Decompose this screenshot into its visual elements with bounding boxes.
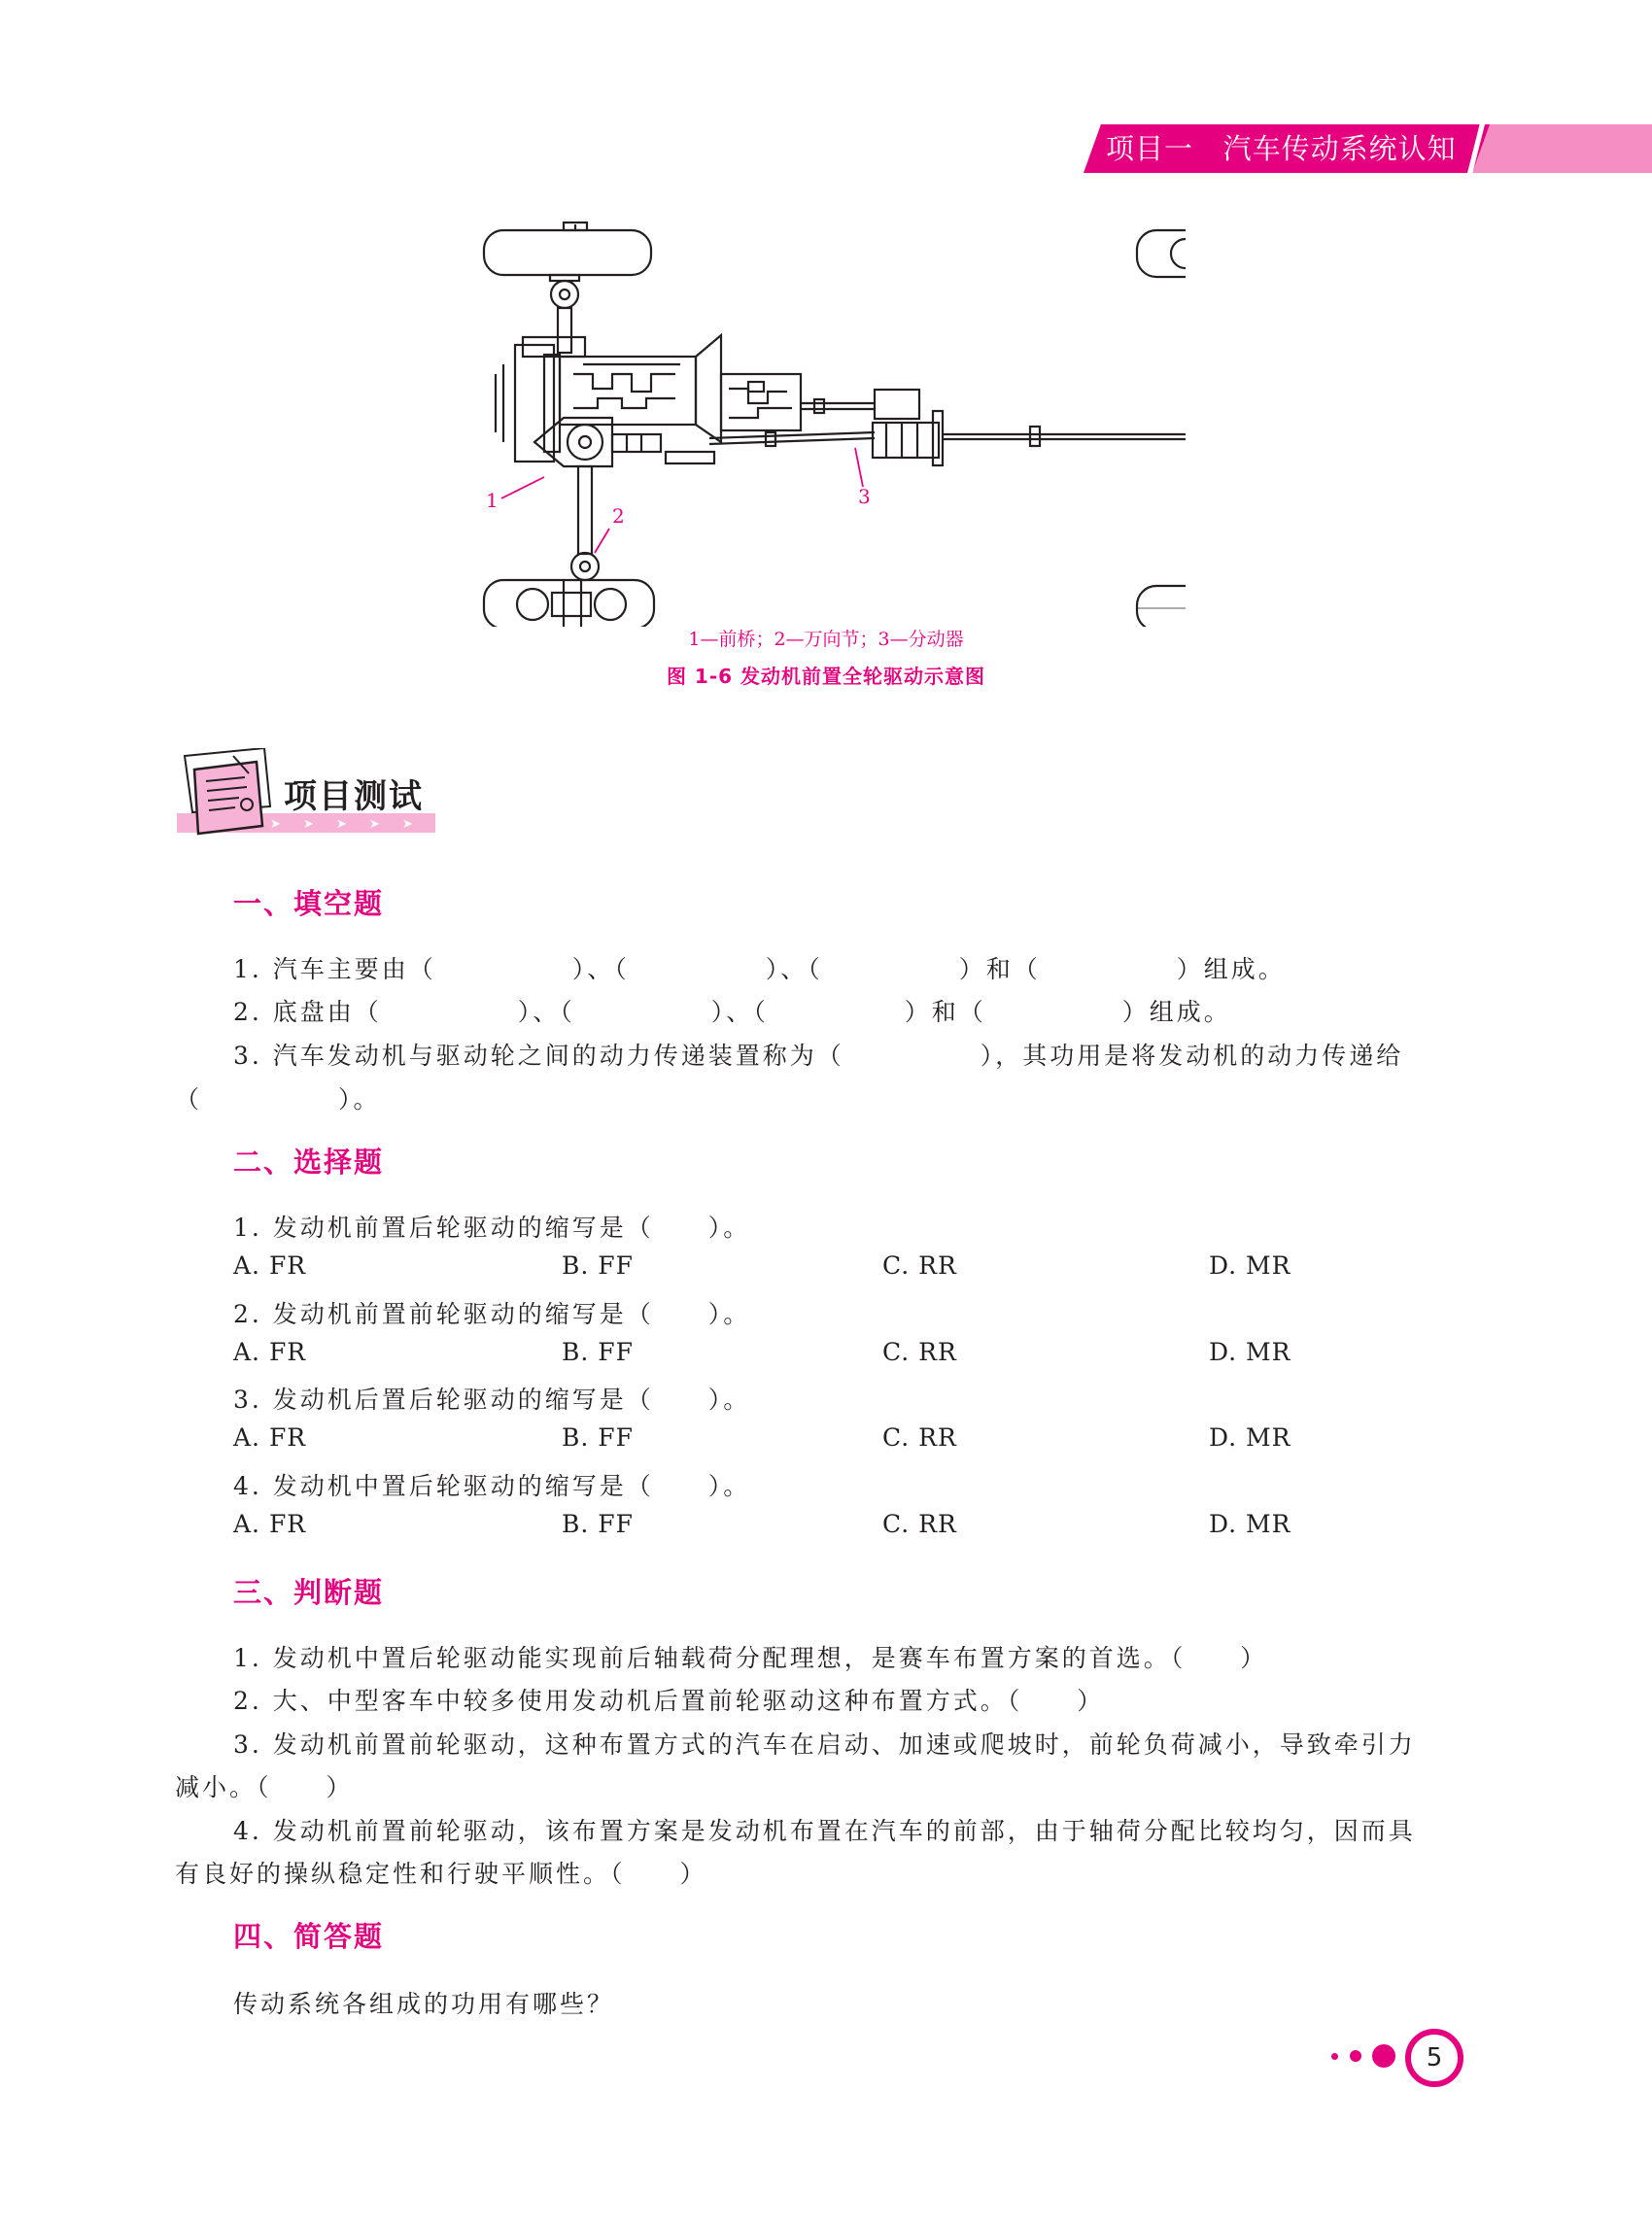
transfer-case xyxy=(873,423,939,458)
drivetrain-diagram xyxy=(466,219,1186,627)
arrow-icon: ➤ xyxy=(369,817,380,832)
choice-option: B. FF xyxy=(562,1251,634,1280)
choice-question-3: 3. 发动机后置后轮驱动的缩写是（ ）。 xyxy=(233,1386,751,1414)
fill-item-2: 2. 底盘由（ ）、（ ）、（ ）和（ ）组成。 xyxy=(233,998,1231,1026)
section-heading-choice: 二、选择题 xyxy=(233,1146,385,1179)
choice-option: B. FF xyxy=(562,1423,634,1452)
transfer-case-upper xyxy=(875,390,919,419)
choice-option: D. MR xyxy=(1209,1338,1291,1366)
arrow-icon: ➤ xyxy=(402,817,413,832)
choice-option: A. FR xyxy=(233,1338,307,1366)
fill-item-1: 1. 汽车主要由（ ）、（ ）、（ ）和（ ）组成。 xyxy=(233,955,1286,983)
callout-leader-1 xyxy=(501,477,544,498)
judge-item-3-cont: 减小。（ ） xyxy=(175,1773,354,1801)
arrow-icon: ➤ xyxy=(336,817,347,832)
fill-item-3-cont: （ ）。 xyxy=(175,1085,381,1113)
wheel-rear-right xyxy=(1137,586,1186,627)
figure-legend: 1—前桥；2—万向节；3—分动器 xyxy=(688,629,964,650)
callout-leader-2 xyxy=(595,529,609,553)
exam-paper-icon xyxy=(175,748,282,838)
short-answer-question: 传动系统各组成的功用有哪些？ xyxy=(233,1990,615,2018)
choice-option: C. RR xyxy=(882,1251,957,1280)
choice-question-2: 2. 发动机前置前轮驱动的缩写是（ ）。 xyxy=(233,1300,751,1328)
choice-option: D. MR xyxy=(1209,1423,1291,1452)
wheel-front-right xyxy=(484,580,654,627)
section-heading-fill-in: 一、填空题 xyxy=(233,887,385,920)
universal-joint xyxy=(571,553,599,580)
callout-3: 3 xyxy=(858,485,871,508)
project-test-title: 项目测试 xyxy=(284,777,424,816)
page-number: 5 xyxy=(1405,2029,1463,2087)
decor-dot xyxy=(1350,2050,1361,2062)
choice-option: C. RR xyxy=(882,1338,957,1366)
callout-1: 1 xyxy=(486,489,499,512)
choice-option: B. FF xyxy=(562,1338,634,1366)
decor-dot xyxy=(1331,2053,1338,2060)
front-axle-shaft xyxy=(578,466,592,554)
choice-question-1: 1. 发动机前置后轮驱动的缩写是（ ）。 xyxy=(233,1214,751,1242)
choice-option: A. FR xyxy=(233,1251,307,1280)
arrow-icon: ➤ xyxy=(270,817,281,832)
gearbox xyxy=(560,357,696,425)
callout-2: 2 xyxy=(612,504,625,528)
wheel-rear-left xyxy=(1137,230,1186,277)
figure-caption: 图 1-6 发动机前置全轮驱动示意图 xyxy=(666,665,986,688)
choice-option: C. RR xyxy=(882,1423,957,1452)
section-heading-short-answer: 四、简答题 xyxy=(233,1920,385,1953)
section-heading-judge: 三、判断题 xyxy=(233,1576,385,1609)
choice-option: D. MR xyxy=(1209,1251,1291,1280)
wheel-front-left xyxy=(484,230,651,275)
kingpin-top xyxy=(551,281,578,308)
callout-leader-3 xyxy=(855,448,863,487)
project-test-banner xyxy=(175,748,437,840)
judge-item-3: 3. 发动机前置前轮驱动，这种布置方式的汽车在启动、加速或爬坡时，前轮负荷减小，导致牵引力 xyxy=(233,1730,1416,1759)
choice-option: B. FF xyxy=(562,1510,634,1538)
judge-item-2: 2. 大、中型客车中较多使用发动机后置前轮驱动这种布置方式。（ ） xyxy=(233,1687,1105,1715)
choice-option: C. RR xyxy=(882,1510,957,1538)
fill-item-3: 3. 汽车发动机与驱动轮之间的动力传递装置称为（ ），其功用是将发动机的动力传递给 xyxy=(233,1042,1404,1070)
engine-block xyxy=(515,345,554,462)
choice-option: D. MR xyxy=(1209,1510,1291,1538)
chapter-title: 项目一 汽车传动系统认知 xyxy=(1106,132,1457,165)
decor-dot xyxy=(1372,2044,1395,2068)
arrow-icon: ➤ xyxy=(303,817,314,832)
choice-option: A. FR xyxy=(233,1423,307,1452)
choice-question-4: 4. 发动机中置后轮驱动的缩写是（ ）。 xyxy=(233,1472,751,1500)
judge-item-1: 1. 发动机中置后轮驱动能实现前后轴载荷分配理想，是赛车布置方案的首选。（ ） xyxy=(233,1644,1268,1672)
judge-item-4-cont: 有良好的操纵稳定性和行驶平顺性。（ ） xyxy=(175,1860,707,1888)
choice-option: A. FR xyxy=(233,1510,307,1538)
judge-item-4: 4. 发动机前置前轮驱动，该布置方案是发动机布置在汽车的前部，由于轴荷分配比较均匀，因而具 xyxy=(233,1817,1416,1845)
